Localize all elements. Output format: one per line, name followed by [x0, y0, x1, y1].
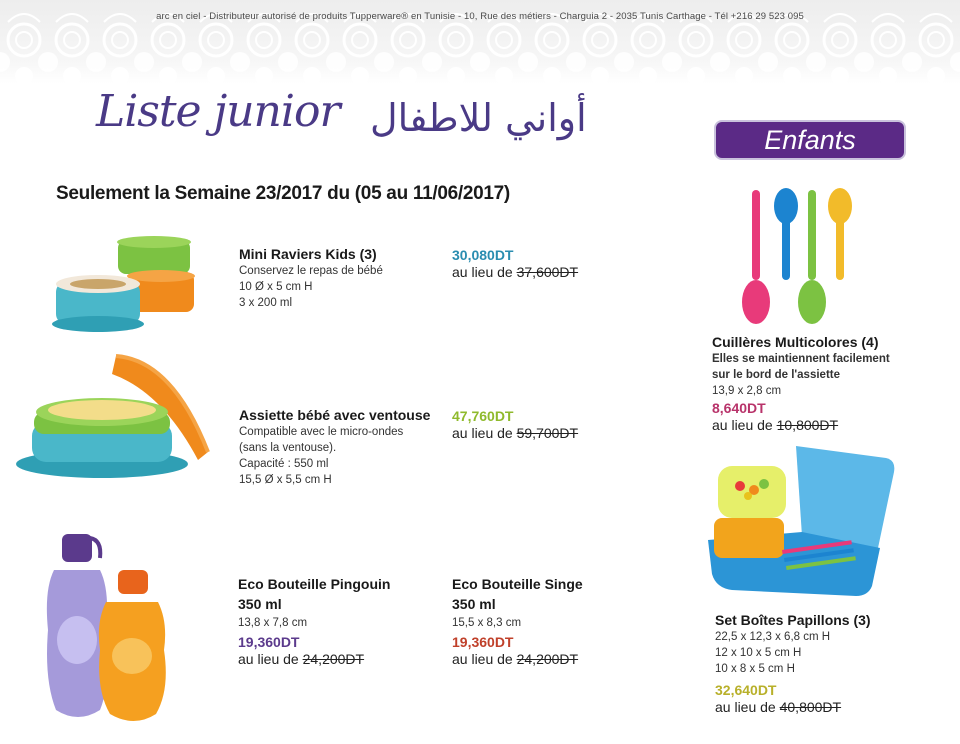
cuilleres-image [736, 184, 866, 326]
product-name: Mini Raviers Kids (3) [239, 246, 377, 262]
lieu-label: au lieu de [452, 651, 513, 667]
product-detail: 10 Ø x 5 cm H [239, 281, 313, 293]
old-price-line [452, 425, 652, 442]
old-price: 40,800DT [779, 699, 842, 715]
product-detail: 13,9 x 2,8 cm [712, 385, 782, 397]
page-title-latin: Liste junior [96, 86, 340, 137]
mini-raviers-image [50, 232, 200, 342]
old-price: 24,200DT [302, 651, 365, 667]
product-size: 350 ml [452, 596, 496, 612]
mini-raviers-price [452, 246, 652, 281]
lieu-label: au lieu de [715, 699, 776, 715]
papillons-image [702, 440, 902, 600]
distributor-line: arc en ciel - Distributeur autorisé de produits Tupperware® en Tunisie - 10, Rue des métiers - Charguia 2 - 2035 Tunis Carthage - Tél +216 29 523 095 [156, 11, 804, 22]
price: 30,080DT [452, 247, 514, 263]
cuilleres-info [712, 334, 942, 434]
assiette-info [239, 407, 449, 488]
assiette-image [12, 352, 212, 484]
eco-bouteilles-image [40, 530, 180, 730]
product-detail: sur le bord de l'assiette [712, 369, 840, 381]
lieu-label: au lieu de [712, 417, 773, 433]
old-price-line [452, 264, 652, 281]
product-detail: Conservez le repas de bébé [239, 265, 383, 277]
old-price-line [452, 651, 652, 668]
assiette-price [452, 407, 652, 442]
price: 19,360DT [452, 634, 514, 650]
product-detail: 15,5 x 8,3 cm [452, 617, 522, 629]
lieu-label: au lieu de [452, 264, 513, 280]
product-size: 350 ml [238, 596, 282, 612]
old-price: 59,700DT [516, 425, 579, 441]
product-detail: 15,5 Ø x 5,5 cm H [239, 474, 332, 486]
product-detail: 13,8 x 7,8 cm [238, 617, 308, 629]
price: 8,640DT [712, 400, 766, 416]
product-detail: (sans la ventouse). [239, 442, 337, 454]
mini-raviers-info [239, 246, 439, 311]
old-price-line [712, 417, 942, 434]
pingouin-info [238, 576, 438, 668]
old-price-line [715, 699, 945, 716]
product-name: Set Boîtes Papillons (3) [715, 612, 871, 628]
product-name: Cuillères Multicolores (4) [712, 334, 879, 350]
enfants-badge: Enfants [714, 120, 906, 160]
lieu-label: au lieu de [452, 425, 513, 441]
page-title-arabic: أواني للاطفال [370, 96, 587, 140]
product-detail: Compatible avec le micro-ondes [239, 426, 404, 438]
product-detail: 22,5 x 12,3 x 6,8 cm H [715, 631, 831, 643]
old-price: 24,200DT [516, 651, 579, 667]
week-line: Seulement la Semaine 23/2017 du (05 au 11/06/2017) [56, 183, 510, 204]
product-name: Eco Bouteille Pingouin [238, 576, 391, 592]
product-detail: 10 x 8 x 5 cm H [715, 663, 795, 675]
price: 19,360DT [238, 634, 300, 650]
price: 47,760DT [452, 408, 514, 424]
old-price-line [238, 651, 438, 668]
papillons-info [715, 612, 945, 716]
product-detail: Elles se maintiennent facilement [712, 353, 890, 365]
product-name: Assiette bébé avec ventouse [239, 407, 431, 423]
singe-info [452, 576, 652, 668]
product-detail: 12 x 10 x 5 cm H [715, 647, 802, 659]
old-price: 37,600DT [516, 264, 579, 280]
old-price: 10,800DT [776, 417, 839, 433]
product-detail: Capacité : 550 ml [239, 458, 329, 470]
price: 32,640DT [715, 682, 777, 698]
product-detail: 3 x 200 ml [239, 297, 293, 309]
product-name: Eco Bouteille Singe [452, 576, 583, 592]
lieu-label: au lieu de [238, 651, 299, 667]
